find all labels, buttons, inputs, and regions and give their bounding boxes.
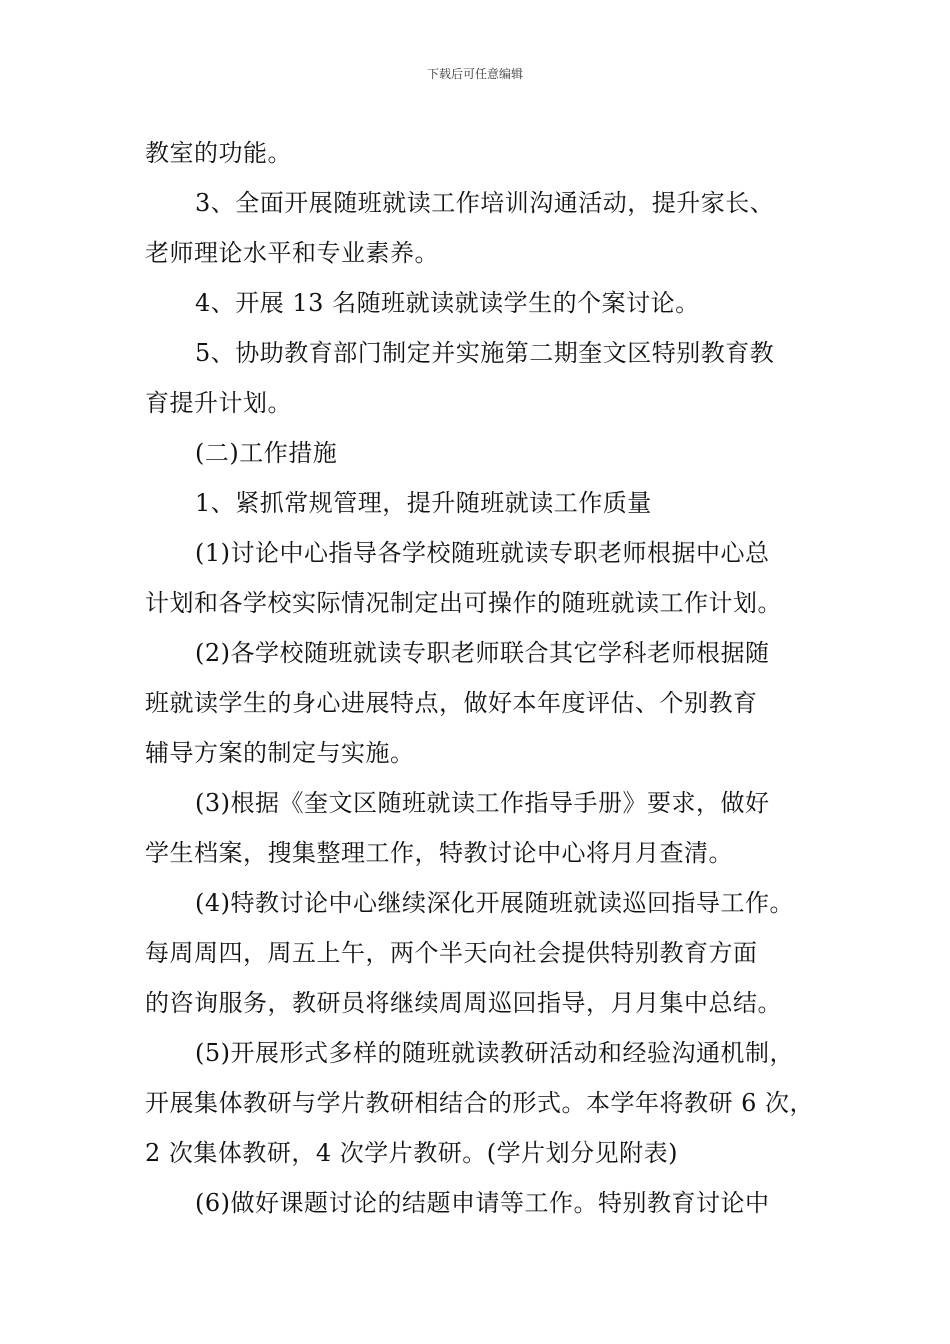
text-line: (1)讨论中心指导各学校随班就读专职老师根据中心总 — [195, 539, 770, 567]
text-line: 每周周四，周五上午，两个半天向社会提供特别教育方面 — [145, 939, 758, 967]
text-line: 开展集体教研与学片教研相结合的形式。本学年将教研 6 次， — [145, 1089, 815, 1117]
text-line: 教室的功能。 — [145, 139, 292, 167]
text-line: 班就读学生的身心进展特点，做好本年度评估、个别教育 — [145, 689, 758, 717]
text-line: 的咨询服务，教研员将继续周周巡回指导，月月集中总结。 — [145, 989, 782, 1017]
text-line: 计划和各学校实际情况制定出可操作的随班就读工作计划。 — [145, 589, 782, 617]
page-header: 下载后可任意编辑 — [426, 67, 523, 81]
text-line: (2)各学校随班就读专职老师联合其它学科老师根据随 — [195, 639, 770, 667]
text-line: (4)特教讨论中心继续深化开展随班就读巡回指导工作。 — [195, 889, 794, 917]
text-line: 学生档案，搜集整理工作，特教讨论中心将月月查清。 — [145, 839, 733, 867]
text-line: 1、紧抓常规管理，提升随班就读工作质量 — [195, 489, 652, 517]
text-line: (二)工作措施 — [195, 439, 338, 467]
text-line: 老师理论水平和专业素养。 — [145, 239, 439, 267]
text-line: (3)根据《奎文区随班就读工作指导手册》要求，做好 — [195, 789, 770, 817]
text-line: 5、协助教育部门制定并实施第二期奎文区特别教育教 — [195, 339, 775, 367]
text-line: 育提升计划。 — [145, 389, 292, 417]
text-line: 3、全面开展随班就读工作培训沟通活动，提升家长、 — [195, 189, 775, 217]
text-line: 2 次集体教研，4 次学片教研。(学片划分见附表) — [145, 1139, 679, 1167]
document-body — [145, 128, 825, 1228]
text-line: (6)做好课题讨论的结题申请等工作。特别教育讨论中 — [195, 1189, 770, 1217]
text-line: 4、开展 13 名随班就读就读学生的个案讨论。 — [195, 289, 700, 317]
text-line: 辅导方案的制定与实施。 — [145, 739, 415, 767]
text-line: (5)开展形式多样的随班就读教研活动和经验沟通机制， — [195, 1039, 794, 1067]
